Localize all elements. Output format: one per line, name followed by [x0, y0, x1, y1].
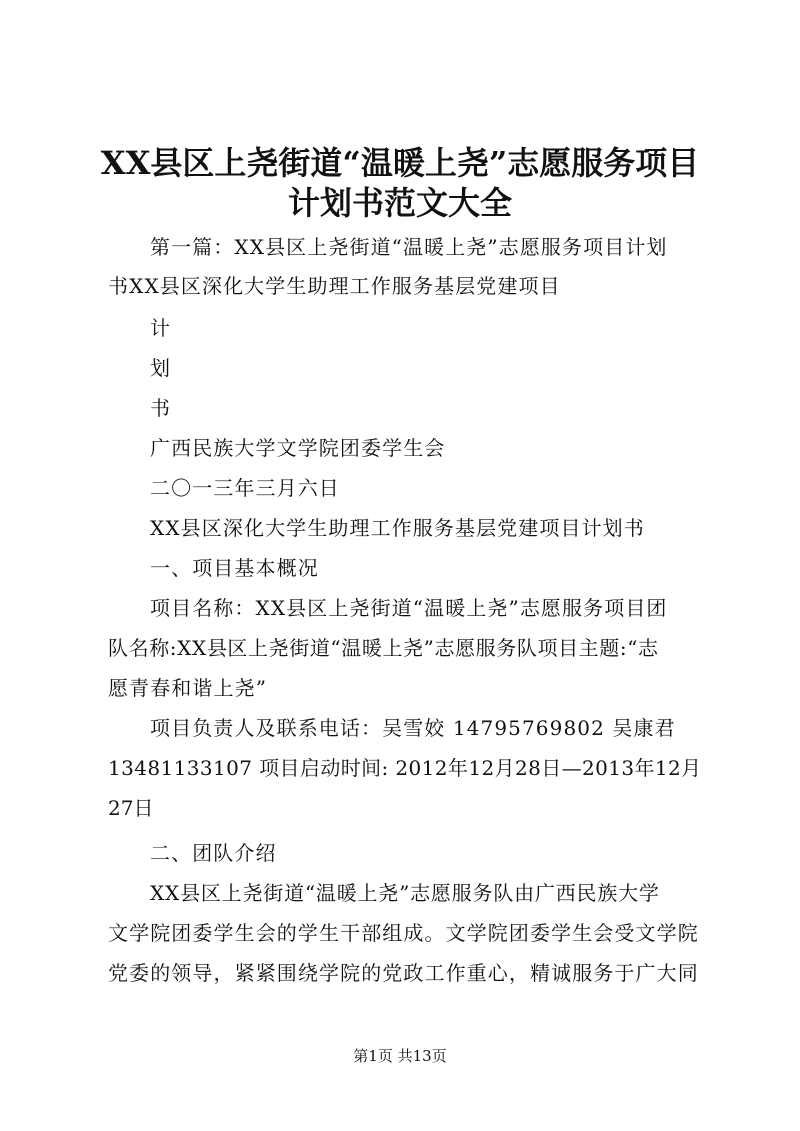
body-line-7: 二〇一三年三月六日 — [150, 476, 340, 500]
body-line-8: XX县区深化大学生助理工作服务基层党建项目计划书 — [150, 516, 645, 540]
body-line-17: XX县区上尧街道“温暖上尧”志愿服务队由广西民族大学 — [150, 881, 660, 905]
body-line-13: 项目负责人及联系电话：吴雪姣 14795769802 吴康君 — [150, 716, 676, 740]
body-line-14: 13481133107 项目启动时间: 2012年12月28日—2013年12月 — [108, 756, 702, 780]
body-line-1: 第一篇：XX县区上尧街道“温暖上尧”志愿服务项目计划 — [150, 235, 668, 259]
body-line-19: 党委的领导，紧紧围绕学院的党政工作重心，精诚服务于广大同 — [108, 961, 699, 985]
section-heading-1: 一、项目基本概况 — [150, 556, 319, 580]
document-title-line-2: 计划书范文大全 — [287, 184, 512, 222]
document-title-line-1: XX县区上尧街道“温暖上尧”志愿服务项目 — [100, 144, 700, 182]
section-heading-2: 二、团队介绍 — [150, 841, 277, 865]
page-footer: 第1页 共13页 — [353, 1047, 447, 1065]
body-line-15: 27日 — [108, 796, 154, 820]
body-line-2: 书XX县区深化大学生助理工作服务基层党建项目 — [108, 274, 561, 298]
body-line-11: 队名称:XX县区上尧街道“温暖上尧”志愿服务队项目主题:“志 — [108, 636, 659, 660]
body-line-18: 文学院团委学生会的学生干部组成。文学院团委学生会受文学院 — [108, 921, 699, 945]
body-line-10: 项目名称：XX县区上尧街道“温暖上尧”志愿服务项目团 — [150, 596, 668, 620]
body-line-12: 愿青春和谐上尧” — [108, 676, 268, 700]
body-line-4: 划 — [150, 356, 170, 380]
body-line-6: 广西民族大学文学院团委学生会 — [150, 436, 446, 460]
body-line-3: 计 — [150, 316, 170, 340]
body-line-5: 书 — [150, 396, 170, 420]
